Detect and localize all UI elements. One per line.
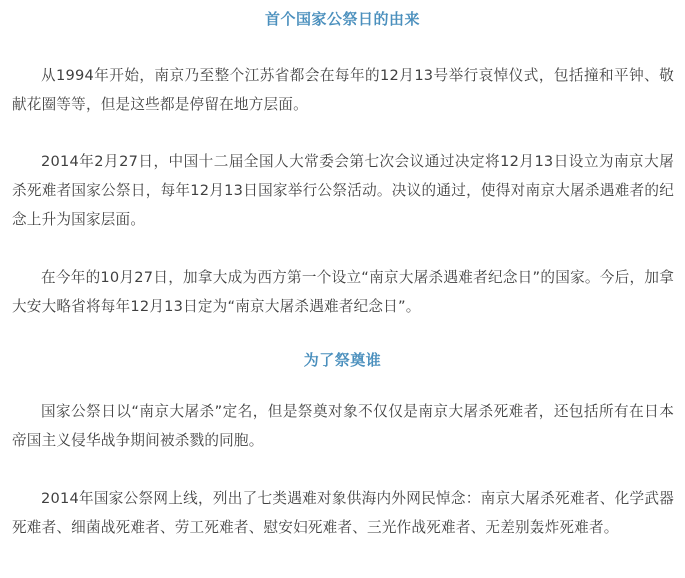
paragraph-origin-2: 2014年2月27日，中国十二届全国人大常委会第七次会议通过决定将12月13日设立为南京大屠杀死难者国家公祭日，每年12月13日国家举行公祭活动。决议的通过，使得对南京大屠杀遇难者的纪念上升为国家层面。 [12,153,674,228]
paragraph-mourn-1: 国家公祭日以“南京大屠杀”定名，但是祭奠对象不仅仅是南京大屠杀死难者，还包括所有在日本帝国主义侵华战争期间被杀戮的同胞。 [12,403,674,449]
paragraph-origin-1: 从1994年开始，南京乃至整个江苏省都会在每年的12月13号举行哀悼仪式，包括撞和平钟、敬献花圈等等，但是这些都是停留在地方层面。 [12,67,674,113]
paragraph-mourn-2: 2014年国家公祭网上线，列出了七类遇难对象供海内外网民悼念：南京大屠杀死难者、化学武器死难者、细菌战死难者、劳工死难者、慰安妇死难者、三光作战死难者、无差别轰炸死难者。 [12,490,674,536]
section-heading-origin: 首个国家公祭日的由来 [264,10,420,28]
paragraph-origin-3: 在今年的10月27日，加拿大成为西方第一个设立“南京大屠杀遇难者纪念日”的国家。今后，加拿大安大略省将每年12月13日定为“南京大屠杀遇难者纪念日”。 [12,269,674,315]
section-heading-who-to-mourn: 为了祭奠谁 [303,351,382,369]
